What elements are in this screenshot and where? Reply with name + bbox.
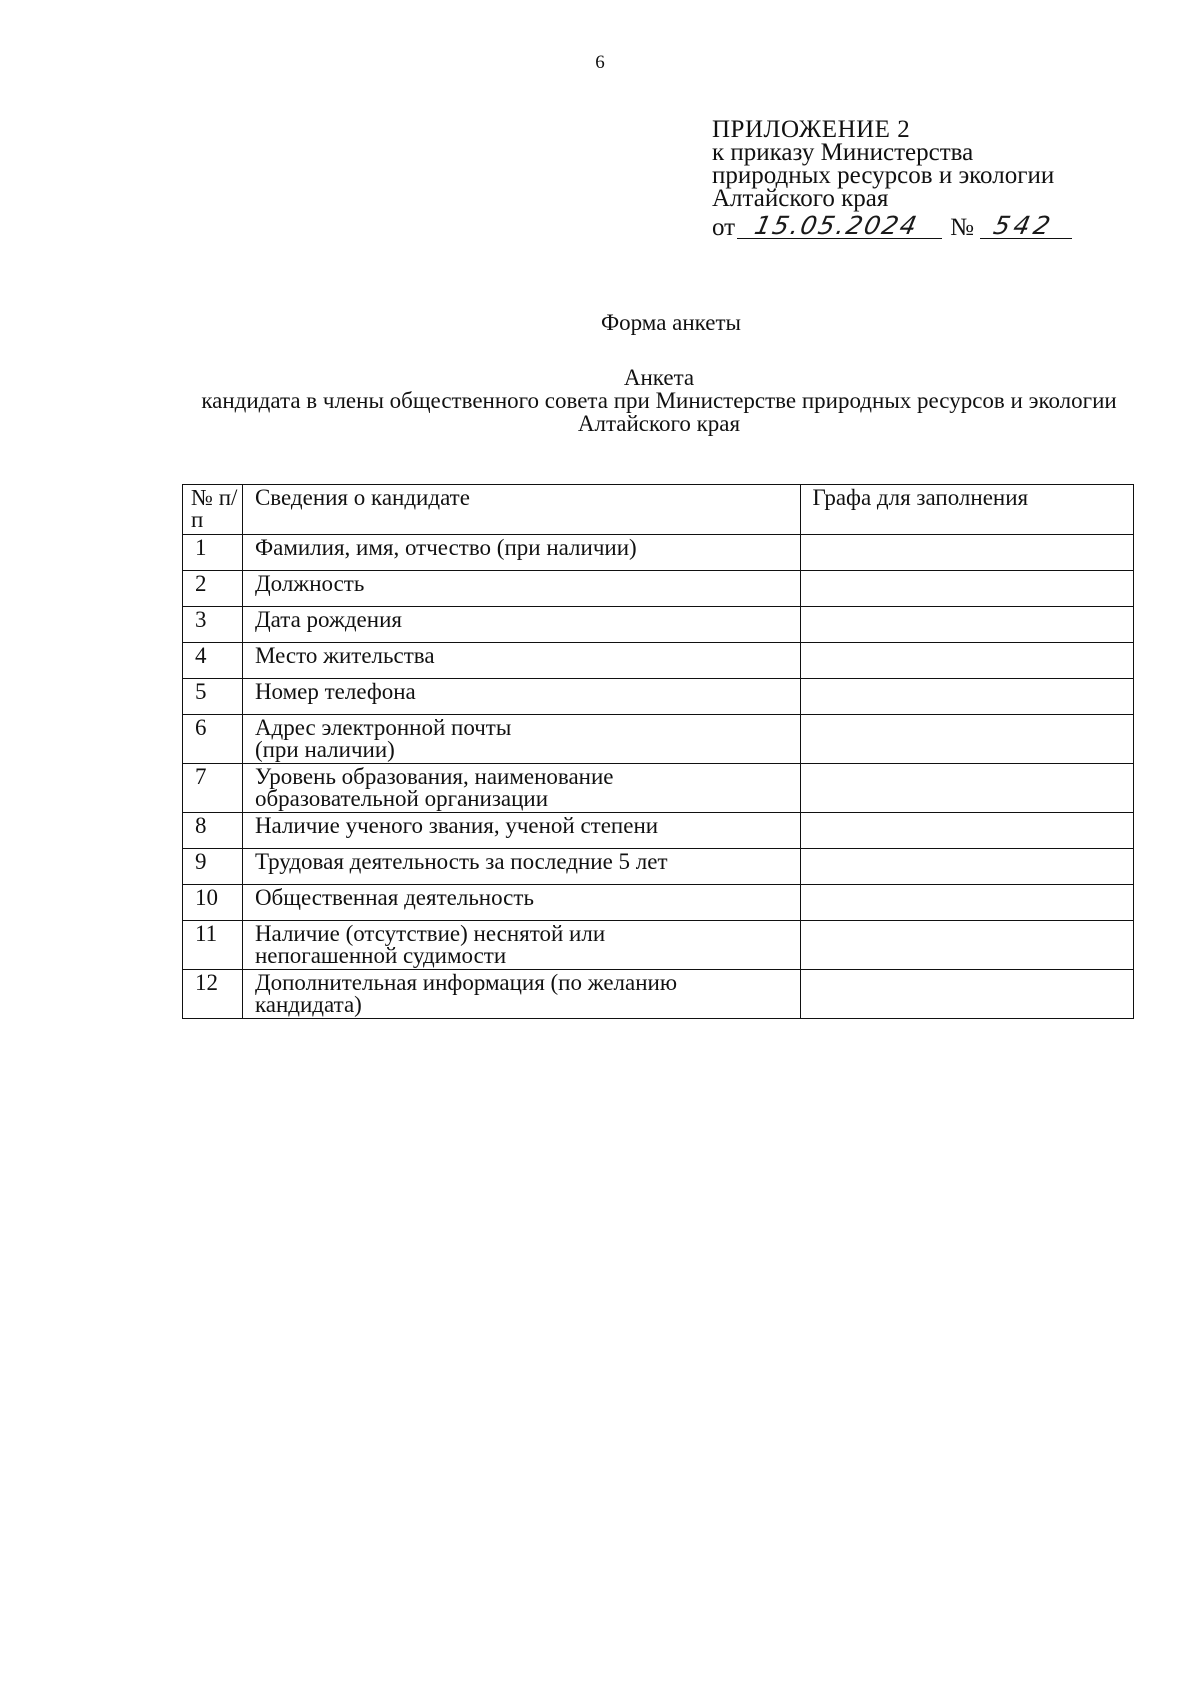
row-value[interactable] — [800, 535, 1134, 571]
row-number: 7 — [183, 764, 243, 813]
row-label: Должность — [242, 571, 800, 607]
row-number: 10 — [183, 885, 243, 921]
handwritten-number: 542 — [990, 211, 1057, 240]
row-value[interactable] — [800, 885, 1134, 921]
header-info: Сведения о кандидате — [242, 485, 800, 535]
row-number: 1 — [183, 535, 243, 571]
handwritten-number-field — [980, 212, 1072, 239]
appendix-block — [712, 118, 1072, 239]
row-number: 8 — [183, 813, 243, 849]
row-value[interactable] — [800, 970, 1134, 1019]
row-number: 2 — [183, 571, 243, 607]
row-number: 11 — [183, 921, 243, 970]
table-row — [183, 607, 1134, 643]
table-row — [183, 679, 1134, 715]
row-label: Общественная деятельность — [242, 885, 800, 921]
appendix-line: к приказу Министерства — [712, 139, 974, 166]
row-number: 3 — [183, 607, 243, 643]
row-label: Наличие (отсутствие) неснятой или непогашенной судимости — [242, 921, 800, 970]
header-fill: Графа для заполнения — [800, 485, 1134, 535]
row-label: Место жительства — [242, 643, 800, 679]
row-value[interactable] — [800, 679, 1134, 715]
row-value[interactable] — [800, 643, 1134, 679]
table-row — [183, 643, 1134, 679]
questionnaire-subtitle: кандидата в члены общественного совета при Министерстве природных ресурсов и экологии Алтайского края — [201, 388, 1117, 436]
row-number: 9 — [183, 849, 243, 885]
row-number: 4 — [183, 643, 243, 679]
row-label: Номер телефона — [242, 679, 800, 715]
page-number: 6 — [595, 52, 605, 73]
questionnaire-title: Анкета — [623, 365, 695, 390]
row-value[interactable] — [800, 813, 1134, 849]
table-row — [183, 764, 1134, 813]
appendix-line: природных ресурсов и экологии — [712, 162, 1055, 189]
row-value[interactable] — [800, 764, 1134, 813]
row-value[interactable] — [800, 921, 1134, 970]
table-row — [183, 535, 1134, 571]
row-label: Дополнительная информация (по желанию кандидата) — [242, 970, 800, 1019]
table-row — [183, 571, 1134, 607]
row-label: Трудовая деятельность за последние 5 лет — [242, 849, 800, 885]
table-header-row — [183, 485, 1134, 535]
row-label: Дата рождения — [242, 607, 800, 643]
table-row — [183, 813, 1134, 849]
row-label: Наличие ученого звания, ученой степени — [242, 813, 800, 849]
table-row — [183, 885, 1134, 921]
table-row — [183, 921, 1134, 970]
candidate-form-table — [182, 484, 1134, 1019]
form-title: Форма анкеты — [600, 310, 741, 335]
header-number: № п/п — [183, 485, 243, 535]
handwritten-date: 15.05.2024 — [752, 211, 922, 240]
handwritten-date-field — [737, 212, 942, 239]
row-label: Уровень образования, наименование образовательной организации — [242, 764, 800, 813]
row-label: Фамилия, имя, отчество (при наличии) — [242, 535, 800, 571]
order-date-number-line — [712, 212, 1072, 239]
row-value[interactable] — [800, 849, 1134, 885]
row-number: 5 — [183, 679, 243, 715]
table-row — [183, 715, 1134, 764]
row-value[interactable] — [800, 607, 1134, 643]
appendix-line: Алтайского края — [712, 185, 889, 212]
table-row — [183, 970, 1134, 1019]
date-prefix: от — [712, 214, 736, 241]
row-label: Адрес электронной почты (при наличии) — [242, 715, 800, 764]
row-value[interactable] — [800, 571, 1134, 607]
table-row — [183, 849, 1134, 885]
row-number: 12 — [183, 970, 243, 1019]
row-value[interactable] — [800, 715, 1134, 764]
questionnaire-title-block — [185, 366, 1133, 435]
row-number: 6 — [183, 715, 243, 764]
number-label: № — [950, 214, 974, 241]
appendix-title: ПРИЛОЖЕНИЕ 2 — [712, 116, 911, 143]
